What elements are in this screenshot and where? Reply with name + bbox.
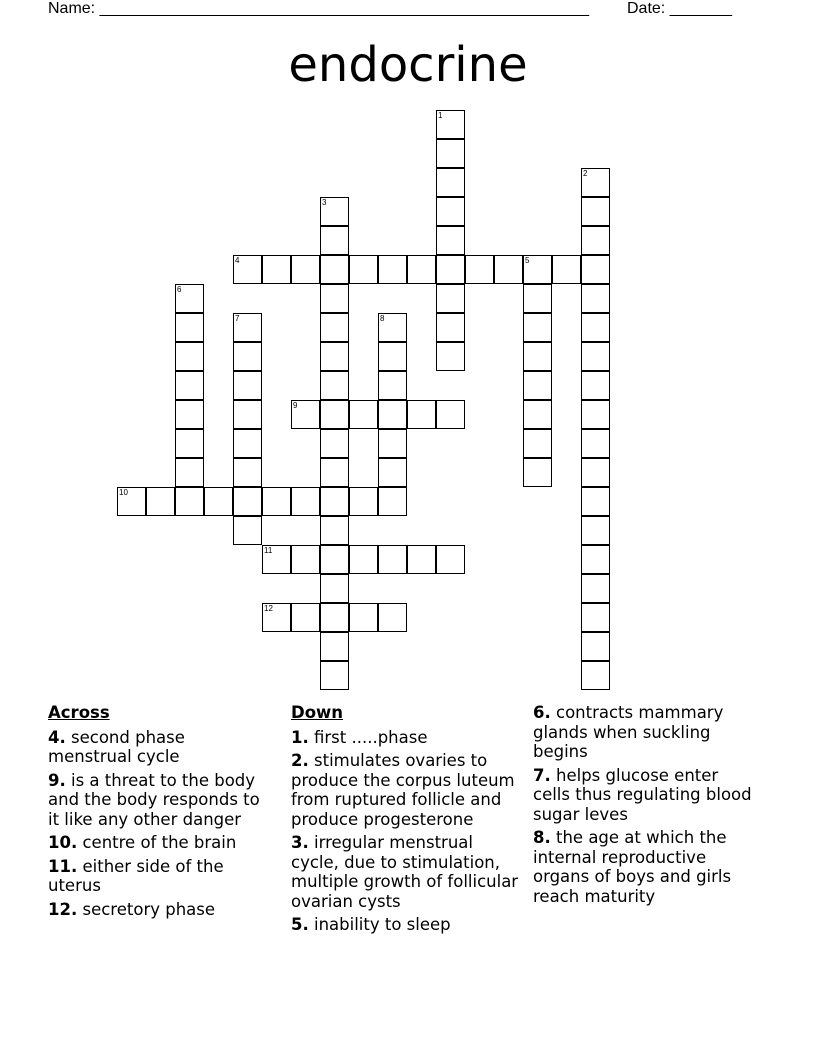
grid-cell[interactable] [436,139,465,168]
grid-cell[interactable] [320,487,349,516]
grid-cell[interactable] [436,197,465,226]
grid-cell[interactable] [494,255,523,284]
clue-number: 8. [533,828,551,847]
grid-cell[interactable] [320,255,349,284]
grid-cell[interactable] [581,168,610,197]
clue-item [291,915,526,935]
grid-cell[interactable] [262,255,291,284]
down-clues [291,703,526,939]
grid-cell[interactable] [320,458,349,487]
grid-cell[interactable] [175,313,204,342]
grid-cell[interactable] [581,429,610,458]
grid-cell[interactable] [233,400,262,429]
grid-cell[interactable] [581,284,610,313]
clue-text: second phase menstrual cycle [48,727,185,766]
clue-item [533,703,758,762]
grid-cell[interactable] [581,313,610,342]
clue-number: 9. [48,770,66,790]
grid-cell[interactable] [581,400,610,429]
clue-number: 6 [177,285,182,294]
clue-number: 10 [119,488,128,497]
down-list-1 [291,728,526,935]
down-clues-continued [533,703,758,910]
grid-cell[interactable] [523,284,552,313]
grid-cell[interactable] [291,487,320,516]
grid-cell[interactable] [523,342,552,371]
grid-cell[interactable] [233,429,262,458]
grid-cell[interactable] [262,545,291,574]
clue-number: 7 [235,314,240,323]
clue-number: 2. [291,751,309,770]
grid-cell[interactable] [233,458,262,487]
grid-cell[interactable] [175,458,204,487]
grid-cell[interactable] [378,603,407,632]
grid-cell[interactable] [378,545,407,574]
grid-cell[interactable] [320,284,349,313]
grid-cell[interactable] [175,400,204,429]
grid-cell[interactable] [581,632,610,661]
grid-cell[interactable] [233,516,262,545]
grid-cell[interactable] [320,197,349,226]
grid-cell[interactable] [378,429,407,458]
grid-cell[interactable] [407,545,436,574]
grid-cell[interactable] [581,226,610,255]
grid-cell[interactable] [262,487,291,516]
clue-number: 8 [380,314,385,323]
grid-cell[interactable] [262,603,291,632]
down-list-2 [533,703,758,906]
across-list [48,728,273,920]
clue-item [533,828,758,906]
grid-cell[interactable] [378,371,407,400]
clue-number: 11 [264,546,273,555]
grid-cell[interactable] [436,110,465,139]
clue-text: the age at which the internal reproductive organs of boys and girls reach maturity [533,828,732,906]
grid-cell[interactable] [581,574,610,603]
page-title: endocrine [288,37,528,93]
grid-cell[interactable] [117,487,146,516]
grid-cell[interactable] [320,574,349,603]
grid-cell[interactable] [436,342,465,371]
clue-number: 3. [291,833,309,852]
grid-cell[interactable] [436,168,465,197]
clue-number: 10. [48,833,78,852]
clue-text: stimulates ovaries to produce the corpus luteum from ruptured follicle and produce progesterone [291,751,515,829]
grid-cell[interactable] [233,371,262,400]
grid-cell[interactable] [523,313,552,342]
grid-cell[interactable] [320,632,349,661]
clue-text: centre of the brain [82,833,237,852]
clue-item [48,728,273,767]
clue-text: is a threat to the body and the body responds to it like any other danger [48,770,260,829]
grid-cell[interactable] [349,545,378,574]
clue-text: first .....phase [314,727,428,747]
grid-cell[interactable] [320,661,349,690]
grid-cell[interactable] [581,487,610,516]
grid-cell[interactable] [523,458,552,487]
grid-cell[interactable] [320,545,349,574]
grid-cell[interactable] [378,487,407,516]
grid-cell[interactable] [320,400,349,429]
grid-cell[interactable] [320,516,349,545]
grid-cell[interactable] [581,516,610,545]
grid-cell[interactable] [291,255,320,284]
clue-number: 5. [291,915,309,934]
clue-item [533,766,758,825]
clue-number: 1 [438,111,443,120]
grid-cell[interactable] [581,371,610,400]
clue-text: irregular menstrual cycle, due to stimulation, multiple growth of follicular ovarian cysts [291,833,519,911]
grid-cell[interactable] [581,458,610,487]
grid-cell[interactable] [320,371,349,400]
clue-number: 4 [235,256,240,265]
grid-cell[interactable] [581,661,610,690]
grid-cell[interactable] [378,458,407,487]
grid-cell[interactable] [233,313,262,342]
grid-cell[interactable] [233,487,262,516]
grid-cell[interactable] [349,603,378,632]
grid-cell[interactable] [349,255,378,284]
clue-number: 2 [583,169,588,178]
grid-cell[interactable] [581,603,610,632]
down-heading: Down [291,703,344,722]
grid-cell[interactable] [378,255,407,284]
clue-number: 5 [525,256,530,265]
grid-cell[interactable] [552,255,581,284]
clue-item [48,833,273,853]
grid-cell[interactable] [407,255,436,284]
clue-text: helps glucose enter cells thus regulating blood sugar leves [533,765,752,824]
grid-cell[interactable] [349,400,378,429]
clue-text: inability to sleep [314,915,451,934]
clue-item [291,751,526,829]
grid-cell[interactable] [320,429,349,458]
grid-cell[interactable] [581,255,610,284]
clue-number: 9 [293,401,298,410]
clue-item [291,728,526,748]
clue-number: 6. [533,703,551,722]
clue-item [48,900,273,920]
across-heading: Across [48,703,110,722]
grid-cell[interactable] [175,284,204,313]
name-label: Name: _______________________________________________________ [48,0,589,17]
grid-cell[interactable] [581,342,610,371]
grid-cell[interactable] [378,342,407,371]
grid-cell[interactable] [465,255,494,284]
grid-cell[interactable] [233,342,262,371]
across-clues [48,703,273,923]
date-label: Date: _______ [627,0,732,17]
clue-text: contracts mammary glands when suckling begins [533,703,724,761]
grid-cell[interactable] [436,400,465,429]
clue-number: 12. [48,899,78,919]
clue-number: 4. [48,727,66,747]
clue-text: either side of the uterus [48,856,224,895]
grid-cell[interactable] [523,429,552,458]
clue-number: 7. [533,765,551,785]
clue-item [48,771,273,830]
clue-item [48,857,273,896]
clue-text: secretory phase [82,899,216,919]
grid-cell[interactable] [175,487,204,516]
grid-cell[interactable] [291,400,320,429]
grid-cell[interactable] [320,226,349,255]
clue-number: 1. [291,727,309,747]
grid-cell[interactable] [436,313,465,342]
grid-cell[interactable] [581,197,610,226]
grid-cell[interactable] [378,400,407,429]
clue-number: 12 [264,604,273,613]
grid-cell[interactable] [523,371,552,400]
grid-cell[interactable] [146,487,175,516]
grid-cell[interactable] [523,255,552,284]
grid-cell[interactable] [436,545,465,574]
grid-cell[interactable] [320,603,349,632]
grid-cell[interactable] [233,255,262,284]
clue-number: 11. [48,856,78,876]
grid-cell[interactable] [349,487,378,516]
grid-cell[interactable] [175,342,204,371]
grid-cell[interactable] [175,371,204,400]
clue-item [291,833,526,911]
grid-cell[interactable] [436,226,465,255]
grid-cell[interactable] [204,487,233,516]
grid-cell[interactable] [291,545,320,574]
grid-cell[interactable] [320,313,349,342]
grid-cell[interactable] [291,603,320,632]
grid-cell[interactable] [320,342,349,371]
grid-cell[interactable] [581,545,610,574]
grid-cell[interactable] [378,313,407,342]
grid-cell[interactable] [436,284,465,313]
clue-number: 3 [322,198,327,207]
grid-cell[interactable] [175,429,204,458]
grid-cell[interactable] [407,400,436,429]
grid-cell[interactable] [436,255,465,284]
grid-cell[interactable] [523,400,552,429]
